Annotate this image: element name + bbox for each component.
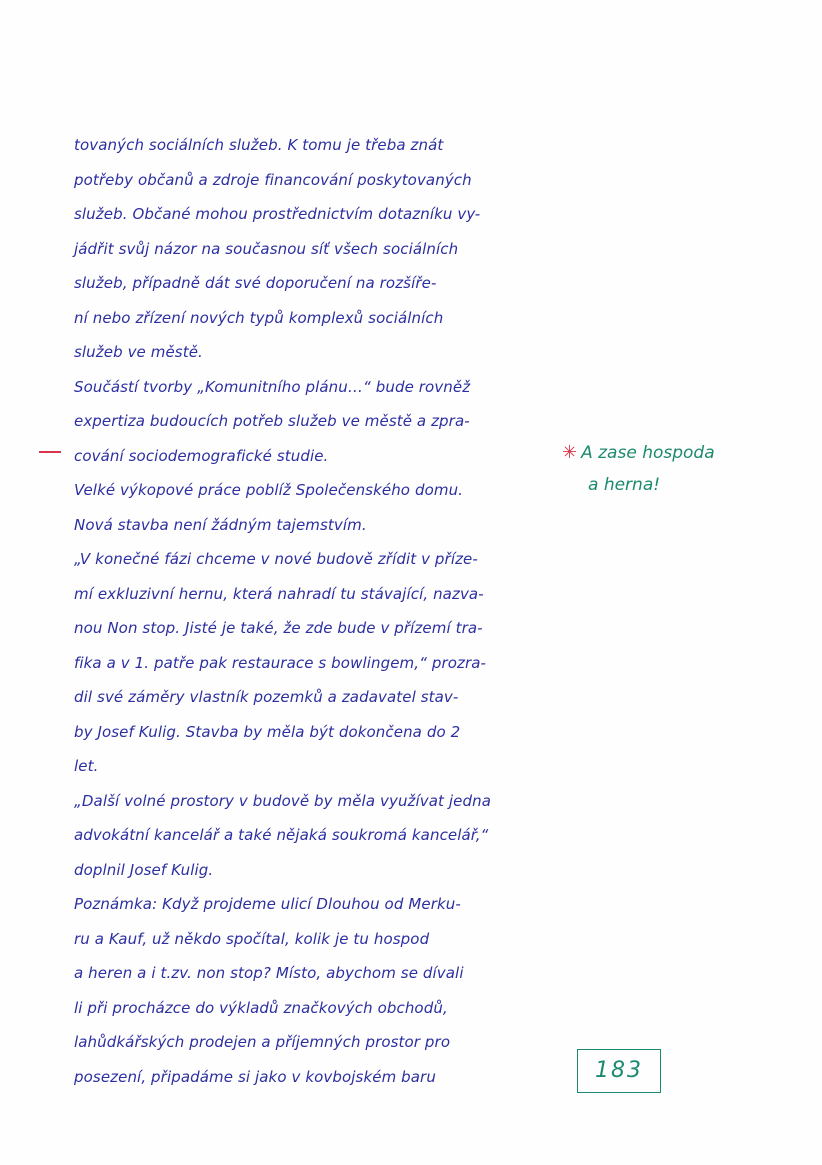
text-line: advokátní kancelář a také nějaká soukromá kancelář,“ [74,826,489,844]
text-line: služeb, případně dát své doporučení na rozšíře- [74,274,437,292]
margin-note-text: A zase hospoda [581,443,715,463]
text-line: jádřit svůj názor na současnou síť všech sociálních [74,239,459,258]
text-line: služeb. Občané mohou prostřednictvím dotazníku vy- [74,205,481,223]
text-line: ní nebo zřízení nových typů komplexů sociálních [74,308,444,327]
text-line: let. [74,757,99,775]
text-line: Poznámka: Když projdeme ulicí Dlouhou od Merku- [74,895,461,913]
text-line: mí exkluzivní hernu, která nahradí tu stávající, nazva- [74,584,484,603]
text-line: a heren a i t.zv. non stop? Místo, abychom se dívali [74,964,464,982]
text-line: ru a Kauf, už někdo spočítal, kolik je tu hospod [74,929,430,948]
text-line: by Josef Kulig. Stavba by měla být dokončena do 2 [74,722,461,741]
margin-dash-mark [39,451,61,453]
text-line: tovaných sociálních služeb. K tomu je třeba znát [74,136,444,154]
asterisk-icon: ✳ [562,442,578,463]
text-line: cování sociodemografické studie. [74,446,329,465]
text-line: expertiza budoucích potřeb služeb ve městě a zpra- [74,412,470,430]
text-line: posezení, připadáme si jako v kovbojském baru [74,1067,436,1086]
text-line: lahůdkářských prodejen a příjemných prostor pro [74,1033,451,1051]
text-line: li při procházce do výkladů značkových obchodů, [74,998,448,1017]
text-line: Nová stavba není žádným tajemstvím. [74,515,367,534]
text-line: „Další volné prostory v budově by měla využívat jedna [74,791,492,810]
text-line: služeb ve městě. [74,343,203,361]
text-line: potřeby občanů a zdroje financování poskytovaných [74,170,472,189]
margin-note [562,437,802,501]
text-line: Velké výkopové práce poblíž Společenského domu. [74,481,464,499]
text-line: nou Non stop. Jisté je také, že zde bude v přízemí tra- [74,619,483,637]
margin-note-line [562,437,802,469]
text-line: doplnil Josef Kulig. [74,860,214,879]
text-line: „V konečné fázi chceme v nové budově zřídit v příze- [74,550,478,568]
text-line: fika a v 1. patře pak restaurace s bowlingem,“ prozra- [74,653,487,672]
text-line: dil své záměry vlastník pozemků a zadavatel stav- [74,688,459,706]
text-line: Součástí tvorby „Komunitního plánu…“ bude rovněž [74,377,471,396]
page-number: 183 [577,1049,661,1093]
handwritten-body [74,128,574,1094]
margin-note-line: a herna! [588,475,661,495]
